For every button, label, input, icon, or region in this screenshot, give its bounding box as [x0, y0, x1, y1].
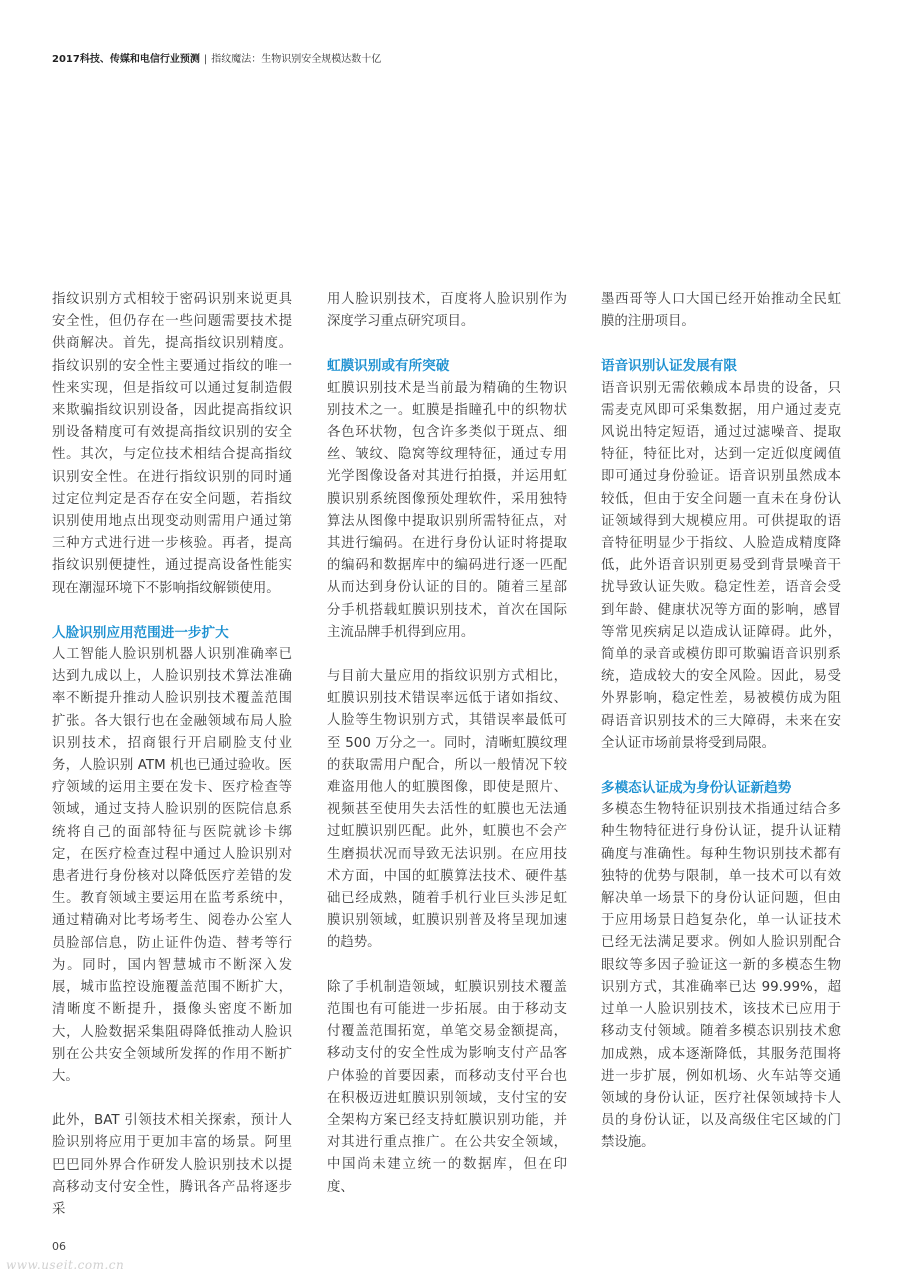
section-heading: 虹膜识别或有所突破	[327, 358, 450, 375]
body-paragraph: 多模态生物特征识别技术指通过结合多种生物特征进行身份认证，提升认证精确度与准确性。每种生物识别技术都有独特的优势与限制，单一技术可以有效解决单一场景下的身份认证问题，但由于应用场景日趋复杂化，单一认证技术已经无法满足要求。例如人脸识别配合眼纹等多因子验证这一新的多模态生物识别方式，其准确率已达 99.99%，超过单一人脸识别技术，该技术已应用于移动支付领域。随着多模态识别技术愈加成熟，成本逐渐降低，其服务范围将进一步扩展，例如机场、火车站等交通领域的身份认证，医疗社保领域持卡人员的身份认证，以及高级住宅区域的门禁设施。	[601, 802, 841, 1151]
section-heading: 人脸识别应用范围进一步扩大	[52, 624, 229, 641]
body-paragraph: 除了手机制造领域，虹膜识别技术覆盖范围也有可能进一步拓展。由于移动支付覆盖范围拓宽，单笔交易金额提高，移动支付的安全性成为影响支付产品客户体验的首要因素，而移动支付平台也在积极迈进虹膜识别领域，支付宝的安全架构方案已经支持虹膜识别功能，并对其进行重点推广。在公共安全领域，中国尚未建立统一的数据库，但在印度、	[327, 979, 567, 1195]
header-separator: |	[203, 54, 208, 65]
body-paragraph: 此外，BAT 引领技术相关探索，预计人脸识别将应用于更加丰富的场景。阿里巴巴同外界合作研发人脸识别技术以提高移动支付安全性，腾讯各产品将逐步采	[52, 1113, 292, 1217]
running-header	[52, 50, 381, 65]
body-paragraph: 墨西哥等人口大国已经开始推动全民虹膜的注册项目。	[601, 292, 841, 330]
text-column-3	[601, 289, 841, 1177]
section-heading: 多模态认证成为身份认证新趋势	[601, 780, 792, 797]
text-column-2	[327, 289, 567, 1221]
body-paragraph: 人工智能人脸识别机器人识别准确率已达到九成以上，人脸识别技术算法准确率不断提升推动人脸识别技术覆盖范围扩张。各大银行也在金融领域布局人脸识别技术，招商银行开启刷脸支付业务，人脸识别 ATM 机也已通过验收。医疗领域的运用主要在发卡、医疗检查等领域，通过支持人脸识别的医院信息系统将自己的面部特征与医院就诊卡绑定，在医疗检查过程中通过人脸识别对患者进行身份核对以降低医疗差错的发生。教育领域主要运用在监考系统中，通过精确对比考场考生、阅卷办公室人员脸部信息，防止证件伪造、替考等行为。同时，国内智慧城市不断深入发展，城市监控设施覆盖范围不断扩大，清晰度不断提升，摄像头密度不断加大，人脸数据采集阻碍降低推动人脸识别在公共安全领域所发挥的作用不断扩大。	[52, 647, 292, 1084]
text-column-1	[52, 289, 292, 1243]
report-title: 2017科技、传媒和电信行业预测	[52, 54, 200, 65]
body-paragraph: 用人脸识别技术，百度将人脸识别作为深度学习重点研究项目。	[327, 292, 567, 330]
page-number: 06	[52, 1240, 66, 1253]
section-title: 指纹魔法：生物识别安全规模达数十亿	[211, 54, 382, 65]
body-paragraph: 语音识别无需依赖成本昂贵的设备，只需麦克风即可采集数据，用户通过麦克风说出特定短语，通过过滤噪音、提取特征，特征比对，达到一定近似度阈值即可通过身份验证。语音识别虽然成本较低，但由于安全问题一直未在身份认证领域得到大规模应用。可供提取的语音特征明显少于指纹、人脸造成精度降低，此外语音识别更易受到背景噪音干扰导致认证失败。稳定性差，语音会受到年龄、健康状况等方面的影响，感冒等常见疾病足以造成认证障碍。此外，简单的录音或模仿即可欺骗语音识别系统，造成较大的安全风险。因此，易受外界影响，稳定性差，易被模仿成为阻碍语音识别技术的三大障碍，未来在安全认证市场前景将受到局限。	[601, 380, 841, 751]
watermark-text: www.useit.com.cn	[6, 1258, 125, 1272]
body-paragraph: 指纹识别方式相较于密码识别来说更具安全性，但仍存在一些问题需要技术提供商解决。首先，提高指纹识别精度。指纹识别的安全性主要通过指纹的唯一性来实现，但是指纹可以通过复制造假来欺骗指纹识别设备，因此提高指纹识别设备精度可有效提高指纹识别的安全性。其次，与定位技术相结合提高指纹识别安全性。在进行指纹识别的同时通过定位判定是否存在安全问题，若指纹识别使用地点出现变动则需用户通过第三种方式进行进一步核验。再者，提高指纹识别便捷性，通过提高设备性能实现在潮湿环境下不影响指纹解锁使用。	[52, 292, 292, 596]
body-paragraph: 虹膜识别技术是当前最为精确的生物识别技术之一。虹膜是指瞳孔中的织物状各色环状物，包含许多类似于斑点、细丝、皱纹、隐窝等纹理特征，通过专用光学图像设备对其进行拍摄，并运用虹膜识别系统图像预处理软件，采用独特算法从图像中提取识别所需特征点，对其进行编码。在进行身份认证时将提取的编码和数据库中的编码进行逐一匹配从而达到身份认证的目的。随着三星部分手机搭载虹膜识别技术，首次在国际主流品牌手机得到应用。	[327, 380, 567, 640]
body-paragraph: 与目前大量应用的指纹识别方式相比，虹膜识别技术错误率远低于诸如指纹、人脸等生物识别方式，其错误率最低可至 500 万分之一。同时，清晰虹膜纹理的获取需用户配合，所以一般情况下较难盗用他人的虹膜图像，即使是照片、视频甚至使用失去活性的虹膜也无法通过虹膜识别匹配。此外，虹膜也不会产生磨损状况而导致无法识别。在应用技术方面，中国的虹膜算法技术、硬件基础已经成熟，随着手机行业巨头涉足虹膜识别领域，虹膜识别普及将呈现加速的趋势。	[327, 669, 567, 951]
section-heading: 语音识别认证发展有限	[601, 358, 737, 375]
